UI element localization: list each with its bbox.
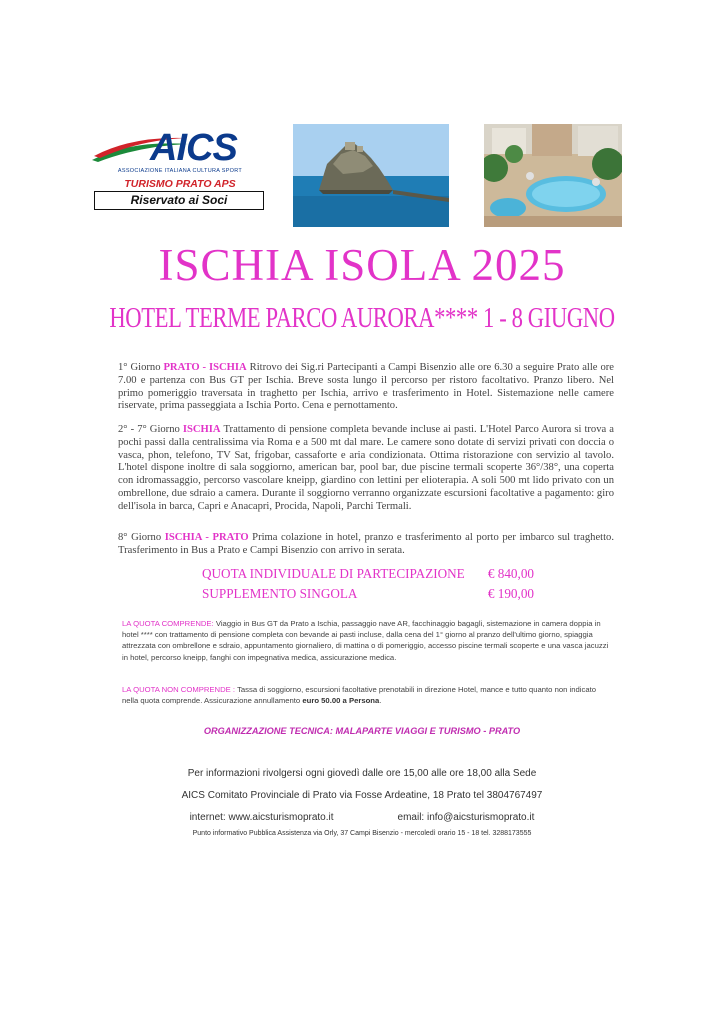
day-text: Prima colazione in hotel, pranzo e trasferimento al porto per imbarco sul traghetto. Trasferimento in Bus a Prato e Campi Bisenzio con arrivo in serata. [118, 532, 614, 556]
info-address: AICS Comitato Provinciale di Prato via Fosse Ardeatine, 18 Prato tel 3804767497 [181, 790, 543, 801]
organizer-line: ORGANIZZAZIONE TECNICA: MALAPARTE VIAGGI E TURISMO - PRATO [203, 726, 521, 736]
info-point: Punto informativo Pubblica Assistenza via Orly, 37 Campi Bisenzio - mercoledì orario 15 - 18 tel. 3288173555 [192, 830, 532, 837]
excluded-label: LA QUOTA NON COMPRENDE : [122, 685, 236, 694]
day-text: Trattamento di pensione completa bevande incluse ai pasti. L'Hotel Parco Aurora si trova a pochi passi dalla centralissima via Roma e a 500 mt dal mare. Le camere sono dotate di servizi privati con doccia o vasca, phon, telefono, TV Sat, frigobar, cassaforte e aria condizionata. Ottima ristorazione con servizio al tavolo. L'hotel dispone inoltre di sala soggiorno, american bar, pool bar, due piscine termali scoperte 36°/38°, una coperta con idromassaggio, percorso vascolare kneipp, giardino con lettini per elioterapia. A soli 500 mt lido privato con un ombrellone, due sdraio a camera. Durante il soggiorno verranno organizzate escursioni facoltative a pagamento: giro dell'isola in barca, Capri e Anacapri, Procida, Napoli, Parchi Termali. [118, 424, 614, 512]
day-label: 2° - 7° Giorno [118, 424, 180, 435]
price-row-single-supplement [202, 586, 534, 602]
logo-branch: TURISMO PRATO APS [124, 178, 236, 190]
price-value: € 840,00 [487, 566, 534, 581]
day-route: ISCHIA [182, 424, 221, 435]
itinerary-day-1 [118, 362, 614, 413]
excluded-text: Tassa di soggiorno, escursioni facoltative prenotabili in direzione Hotel, mance e tutto quanto non indicato nella quota comprende. Assicurazione annullamento [122, 685, 597, 706]
price-label: QUOTA INDIVIDUALE DI PARTECIPAZIONE [202, 566, 465, 581]
website-link[interactable]: internet: www.aicsturismoprato.it [189, 812, 334, 823]
page-subtitle: HOTEL TERME PARCO AURORA**** 1 - 8 GIUGNO [109, 302, 615, 334]
info-hours: Per informazioni rivolgersi ogni giovedì dalle ore 15,00 alle ore 18,00 alla Sede [187, 768, 537, 779]
quota-excluded: LA QUOTA NON COMPRENDE : Tassa di soggiorno, escursioni facoltative prenotabili in direzione Hotel, mance e tutto quanto non indicato nella quota comprende. Assicurazione annullamento euro 50.00 a Persona. [122, 685, 597, 706]
day-route: PRATO - ISCHIA [163, 362, 247, 373]
castle-photo [293, 124, 449, 227]
included-label: LA QUOTA COMPRENDE: [122, 619, 214, 628]
hotel-pool-photo [484, 124, 622, 227]
insurance-amount: euro 50.00 a Persona [302, 696, 380, 706]
info-web [0, 812, 724, 823]
itinerary-day-2-7 [118, 424, 614, 514]
aics-logo [90, 128, 270, 210]
day-text: Ritrovo dei Sig.ri Partecipanti a Campi Bisenzio alle ore 6.30 a seguire Prato alle ore 7.00 e partenza con Bus GT per Ischia. Breve sosta lungo il percorso per ristoro facoltativo. Pranzo libero. Nel primo pomeriggio traversata in traghetto per Ischia, arrivo e trasferimento in Hotel. Sistemazione nelle camere riservate, prima passeggiata a Ischia Porto. Cena e pernottamento. [118, 362, 614, 412]
day-label: 1° Giorno [118, 362, 161, 373]
day-label: 8° Giorno [118, 532, 162, 543]
page-title: ISCHIA ISOLA 2025 [158, 240, 566, 290]
logo-brand: AICS [150, 127, 237, 169]
price-row-individual [202, 566, 534, 582]
members-only-label: Riservato ai Soci [94, 191, 264, 210]
itinerary-day-8 [118, 532, 614, 558]
logo-association: ASSOCIAZIONE ITALIANA CULTURA SPORT [117, 168, 243, 174]
day-route: ISCHIA - PRATO [164, 532, 249, 543]
included-text: Viaggio in Bus GT da Prato a Ischia, passaggio nave AR, facchinaggio bagagli, sistemazione in camera doppia in hotel **** con trattamento di pensione completa con bevande ai pasti incluse, dalla cena del 1° giorno al pranzo dell'ultimo giorno, spiaggia attrezzata con ombrellone e sdraio, appuntamento giornaliero, di mattina o di pomeriggio, accesso piscine termali scoperte e una vasca jacuzzi in hotel, percorso kneipp, fanghi con impegnativa medica, assicurazione medica. [122, 619, 609, 662]
email-link[interactable]: email: info@aicsturismoprato.it [397, 812, 535, 823]
quota-included [122, 618, 612, 663]
price-label: SUPPLEMENTO SINGOLA [202, 586, 358, 601]
price-value: € 190,00 [487, 586, 534, 601]
